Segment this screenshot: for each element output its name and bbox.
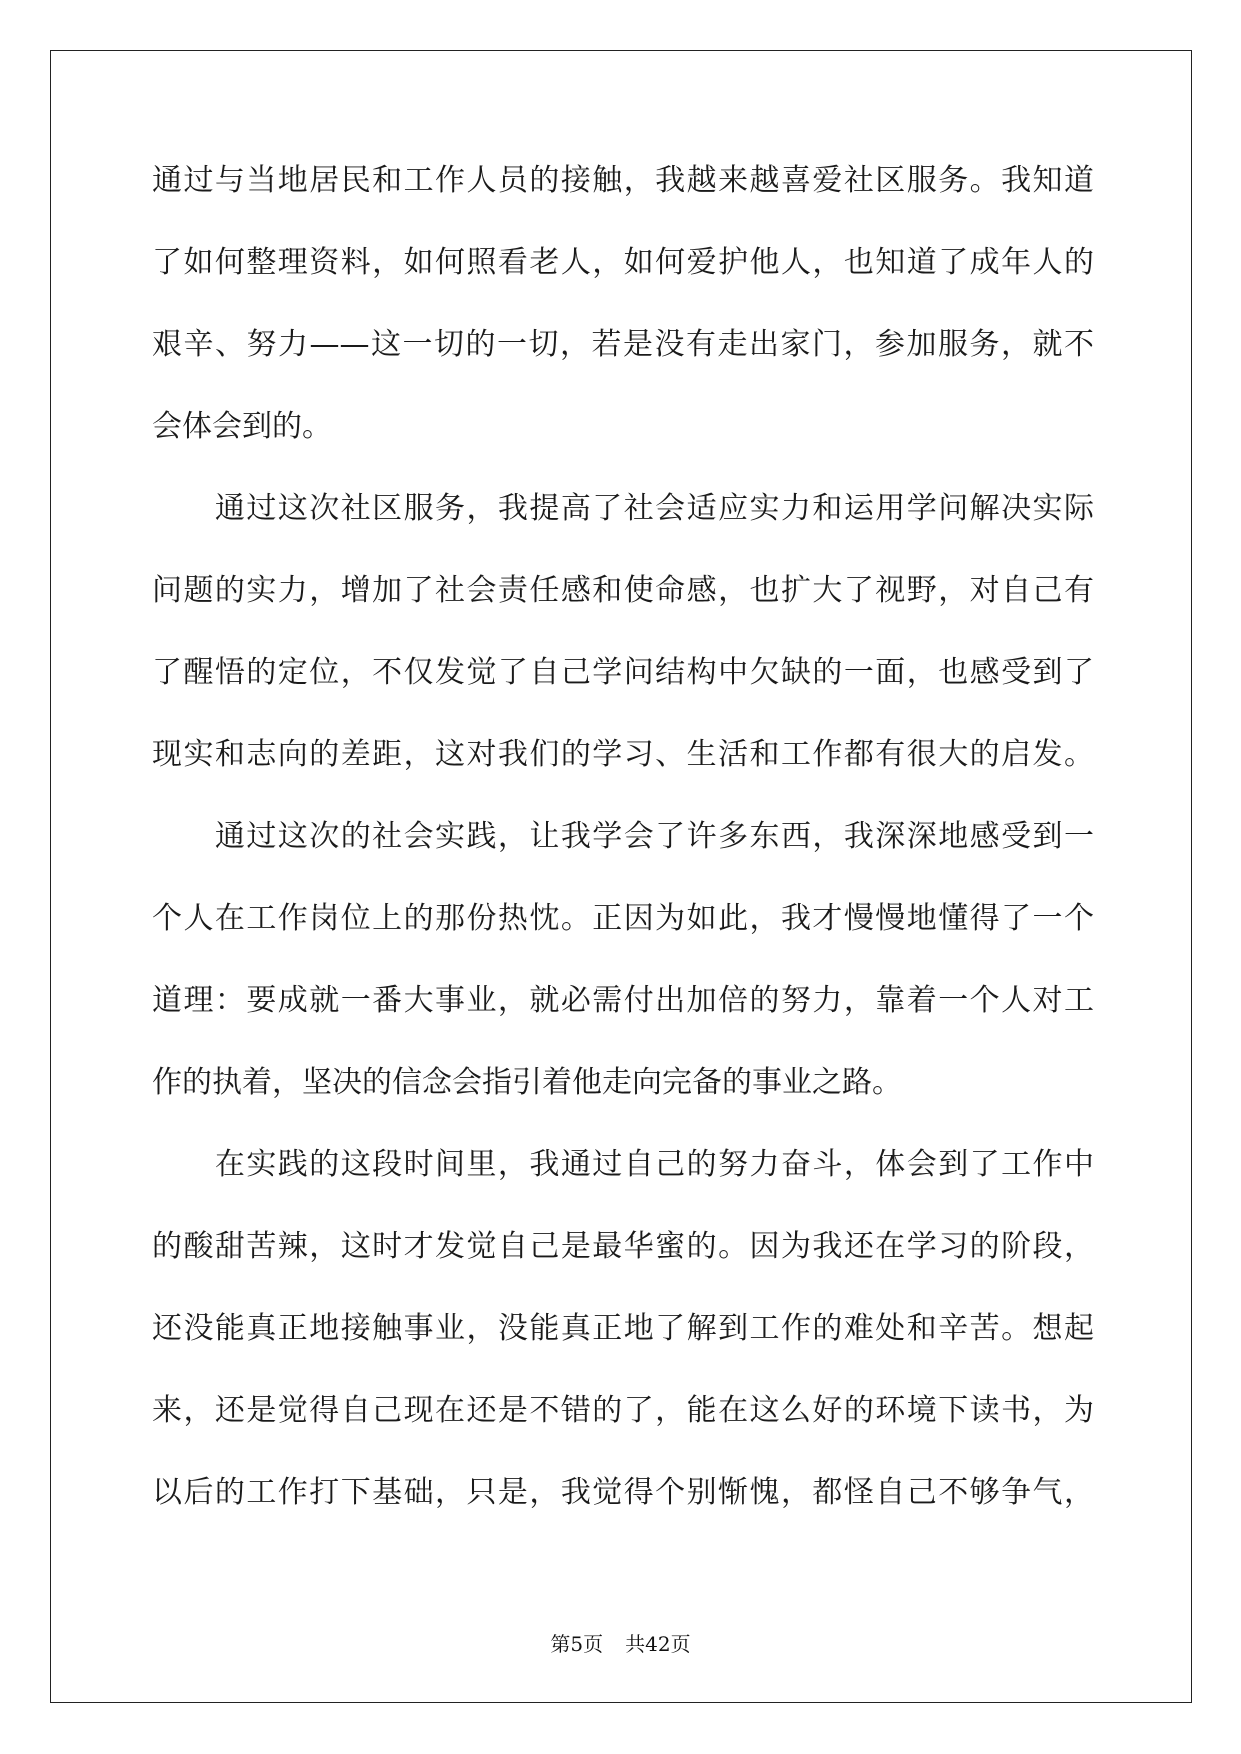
text-line: 来，还是觉得自己现在还是不错的了，能在这么好的环境下读书，为 (152, 1393, 1094, 1428)
text-line: 还没能真正地接触事业，没能真正地了解到工作的难处和辛苦。想起 (152, 1311, 1094, 1346)
text-line: 道理：要成就一番大事业，就必需付出加倍的努力，靠着一个人对工 (152, 983, 1094, 1018)
text-line: 了如何整理资料，如何照看老人，如何爱护他人，也知道了成年人的 (152, 245, 1094, 280)
text-line: 作的执着，坚决的信念会指引着他走向完备的事业之路。 (152, 1065, 902, 1100)
text-line: 在实践的这段时间里，我通过自己的努力奋斗，体会到了工作中 (152, 1147, 1094, 1182)
text-line: 以后的工作打下基础，只是，我觉得个别惭愧，都怪自己不够争气， (152, 1475, 1094, 1510)
page-number: 第5页 (550, 1632, 604, 1656)
text-line: 会体会到的。 (152, 409, 332, 444)
text-line: 通过与当地居民和工作人员的接触，我越来越喜爱社区服务。我知道 (152, 163, 1094, 198)
text-line: 个人在工作岗位上的那份热忱。正因为如此，我才慢慢地懂得了一个 (152, 901, 1094, 936)
text-line: 艰辛、努力——这一切的一切，若是没有走出家门，参加服务，就不 (152, 327, 1094, 362)
text-line: 的酸甜苦辣，这时才发觉自己是最华蜜的。因为我还在学习的阶段， (152, 1229, 1094, 1264)
page-footer (0, 1628, 1241, 1657)
text-line: 现实和志向的差距，这对我们的学习、生活和工作都有很大的启发。 (152, 737, 1094, 772)
text-line: 了醒悟的定位，不仅发觉了自己学问结构中欠缺的一面，也感受到了 (152, 655, 1094, 690)
page-total: 共42页 (625, 1632, 691, 1656)
text-line: 通过这次的社会实践，让我学会了许多东西，我深深地感受到一 (152, 819, 1094, 854)
text-line: 问题的实力，增加了社会责任感和使命感，也扩大了视野，对自己有 (152, 573, 1094, 608)
document-body (152, 158, 1094, 1552)
text-line: 通过这次社区服务，我提高了社会适应实力和运用学问解决实际 (152, 491, 1094, 526)
